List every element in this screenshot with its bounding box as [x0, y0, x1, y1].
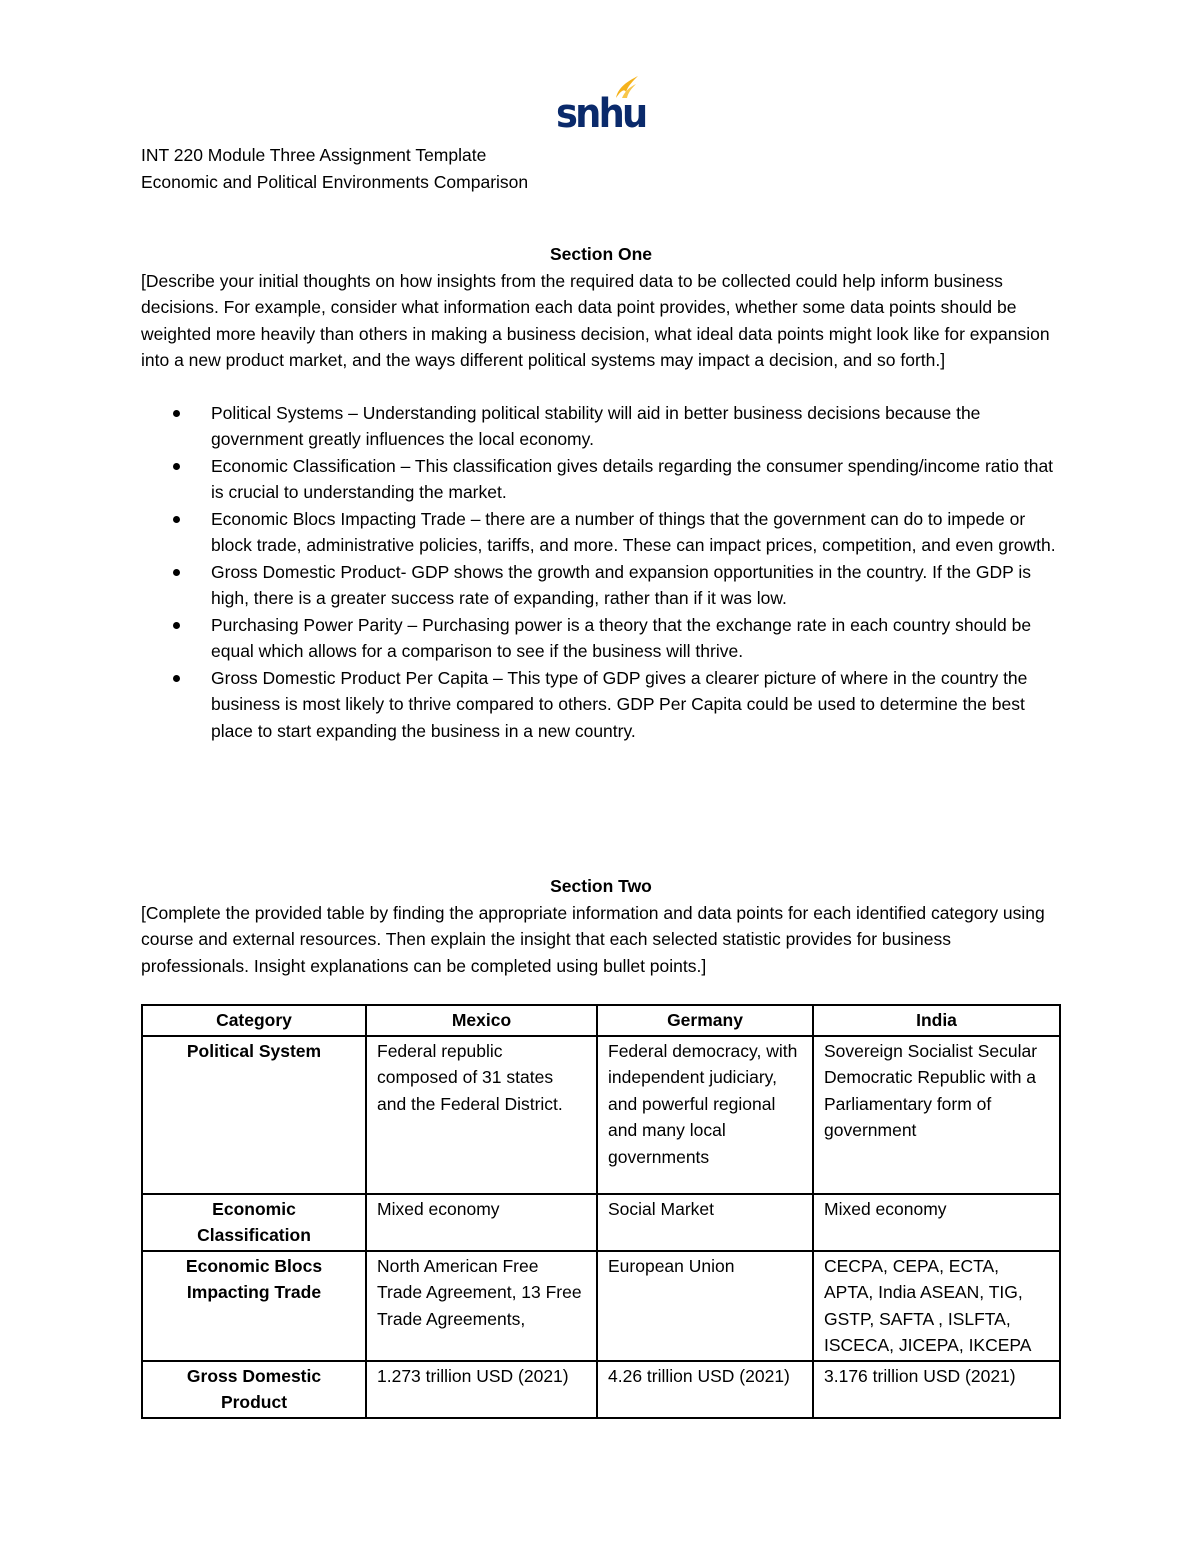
cell-mexico: 1.273 trillion USD (2021): [366, 1361, 597, 1418]
section-one-title: Section One: [549, 244, 653, 264]
section-one-bullets: [141, 400, 1061, 745]
bullet-icon: [173, 622, 180, 629]
document-header: [141, 142, 1061, 195]
cell-germany: 4.26 trillion USD (2021): [597, 1361, 813, 1418]
cell-category: Gross Domestic Product: [142, 1361, 366, 1418]
assignment-title: Economic and Political Environments Comparison: [141, 171, 529, 192]
list-item: [141, 453, 1061, 506]
table-row: [142, 1194, 1060, 1251]
cell-india: Sovereign Socialist Secular Democratic Republic with a Parliamentary form of government: [813, 1036, 1060, 1194]
section-one-instructions: [Describe your initial thoughts on how insights from the required data to be collected could help inform business decisions. For example, consider what information each data point provides, whether some data points should be weighted more heavily than others in making a business decision, what ideal data points might look like for expansion into a new product market, and the ways different political systems may impact a decision, and so forth.]: [141, 270, 1050, 370]
bullet-icon: [173, 569, 180, 576]
section-two-title: Section Two: [550, 876, 652, 896]
list-item: [141, 612, 1061, 665]
list-item: [141, 400, 1061, 453]
header-india: India: [813, 1005, 1060, 1036]
bullet-text: Gross Domestic Product Per Capita – This type of GDP gives a clearer picture of where in the country the business is most likely to thrive compared to others. GDP Per Capita could be used to determine the best place to start expanding the business in a new country.: [211, 667, 1028, 741]
list-item: [141, 559, 1061, 612]
table-header-row: [142, 1005, 1060, 1036]
cell-germany: European Union: [597, 1251, 813, 1361]
cell-category: Economic Classification: [142, 1194, 366, 1251]
bullet-icon: [173, 516, 180, 523]
cell-mexico: Mixed economy: [366, 1194, 597, 1251]
bullet-icon: [173, 463, 180, 470]
section-two-instructions: [Complete the provided table by finding the appropriate information and data points for each identified category using course and external resources. Then explain the insight that each selected statistic provides for business professionals. Insight explanations can be completed using bullet points.]: [141, 902, 1045, 976]
cell-india: 3.176 trillion USD (2021): [813, 1361, 1060, 1418]
logo-wordmark: snhu: [556, 91, 646, 137]
section-two: [141, 873, 1061, 979]
section-one: [141, 241, 1061, 744]
bullet-text: Political Systems – Understanding political stability will aid in better business decisions because the government greatly influences the local economy.: [211, 402, 981, 449]
bullet-text: Economic Classification – This classification gives details regarding the consumer spending/income ratio that is crucial to understanding the market.: [211, 455, 1054, 502]
snhu-logo: [556, 74, 646, 137]
bullet-icon: [173, 675, 180, 682]
table-row: [142, 1251, 1060, 1361]
course-title: INT 220 Module Three Assignment Template: [141, 145, 487, 165]
table-row: [142, 1036, 1060, 1194]
cell-category: Economic Blocs Impacting Trade: [142, 1251, 366, 1361]
cell-germany: Social Market: [597, 1194, 813, 1251]
header-mexico: Mexico: [366, 1005, 597, 1036]
header-category: Category: [142, 1005, 366, 1036]
comparison-table: [141, 1004, 1061, 1419]
cell-category: Political System: [142, 1036, 366, 1194]
bullet-text: Gross Domestic Product- GDP shows the growth and expansion opportunities in the country. If the GDP is high, there is a greater success rate of expanding, rather than if it was low.: [211, 561, 1031, 608]
table-row: [142, 1361, 1060, 1418]
cell-mexico: North American Free Trade Agreement, 13 Free Trade Agreements,: [366, 1251, 597, 1361]
bullet-text: Purchasing Power Parity – Purchasing power is a theory that the exchange rate in each country should be equal which allows for a comparison to see if the business will thrive.: [211, 614, 1032, 661]
cell-india: Mixed economy: [813, 1194, 1060, 1251]
header-germany: Germany: [597, 1005, 813, 1036]
cell-mexico: Federal republic composed of 31 states and the Federal District.: [366, 1036, 597, 1194]
list-item: [141, 506, 1061, 559]
cell-germany: Federal democracy, with independent judiciary, and powerful regional and many local governments: [597, 1036, 813, 1194]
list-item: [141, 665, 1061, 745]
cell-india: CECPA, CEPA, ECTA, APTA, India ASEAN, TIG, GSTP, SAFTA , ISLFTA, ISCECA, JICEPA, IKCEPA: [813, 1251, 1060, 1361]
bullet-icon: [173, 410, 180, 417]
bullet-text: Economic Blocs Impacting Trade – there are a number of things that the government can do to impede or block trade, administrative policies, tariffs, and more. These can impact prices, competition, and even growth.: [211, 508, 1056, 555]
